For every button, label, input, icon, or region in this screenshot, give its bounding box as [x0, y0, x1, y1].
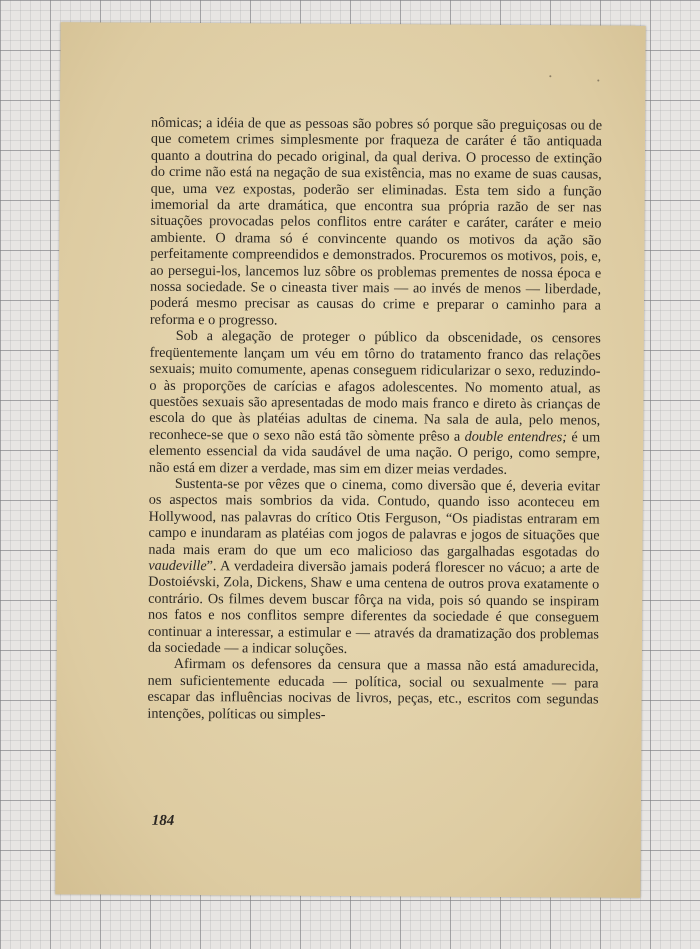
paragraph-3	[148, 476, 600, 659]
italic-phrase: double entendres;	[464, 428, 568, 446]
page-number: 184	[151, 812, 175, 829]
paragraph-4	[147, 656, 598, 724]
paragraph-1	[150, 115, 602, 331]
text-run: ”. A verdadeira diversão jamais poderá florescer no vácuo; a arte de Dostoiévski, Zola, Dickens, Shaw e uma centena de outros prova exatamente o contrário. Os filmes devem buscar fôrça na vida, pois só quando se inspiram nos fatos e nos conflitos sempre diferentes da sociedade é que conseguem continuar a interessar, a estimular e — através da dramatização dos problemas da sociedade — a indicar soluções.	[147, 558, 600, 657]
text-run: nômicas; a idéia de que as pessoas são pobres só porque são preguiçosas ou de que cometem crimes simplesmente por fraqueza de caráter é tão antiquada quanto a doutrina do pecado original, da qual deriva. O processo de extinção do crime não está na negação de sua existência, mas no exame de suas causas, que, uma vez expostas, poderão ser eliminadas. Esta tem sido a função imemorial da arte dramática, que encontra sua própria razão de ser nas situações provocadas pelos conflitos entre caráter e caráter, caráter e meio ambiente. O drama só é convincente quando os motivos da ação são perfeitamente compreendidos e demonstrados. Procuremos os motivos, pois, e, ao persegui-los, lancemos luz sôbre os problemas prementes de nossa época e nossa sociedade. Se o cineasta tiver mais — ao invés de menos — liberdade, poderá mesmo precisar as causas do crime e preparar o caminho para a reforma e o progresso.	[149, 114, 603, 329]
text-run: é um elemento essencial da vida saudável de uma nação. O perigo, como sempre, não está em dizer a verdade, mas sim em dizer meias verdades.	[148, 429, 601, 478]
paragraph-2	[149, 328, 601, 478]
text-run: Afirmam os defensores da censura que a massa não está amadurecida, nem suficientemente educada — política, social ou sexualmente — para escapar das influências nocivas de livros, peças, etc., escritos com segundas intenções, políticas ou simples-	[147, 656, 599, 723]
book-page	[55, 22, 645, 898]
text-run: Sob a alegação de proteger o público da obscenidade, os censores freqüentemente lançam um véu em tôrno do tratamento franco das relações sexuais; muito comumente, apenas conseguem ridicularizar o sexo, reduzindo-o às proporções de carícias e afagos adolescentes. No momento atual, as questões sexuais são apresentadas de modo mais franco e direto às crianças de escola do que às platéias adultas de cinema. Na sala de aula, pelo menos, reconhece-se que o sexo não está tão sòmente prêso a	[149, 328, 601, 445]
paper-speck	[549, 75, 551, 77]
body-text	[147, 115, 602, 725]
italic-phrase: vaudeville	[148, 557, 207, 575]
text-run: Sustenta-se por vêzes que o cinema, como diversão que é, deveria evitar os aspectos mais sombrios da vida. Contudo, quando isso aconteceu em Hollywood, nas palavras do crítico Otis Ferguson, “Os piadistas entraram em campo e inundaram as platéias com jogos de palavras e jogos de situações que nada mais eram do que um eco malicioso das gargalhadas esgotadas do	[148, 475, 600, 561]
paper-speck	[597, 80, 599, 82]
